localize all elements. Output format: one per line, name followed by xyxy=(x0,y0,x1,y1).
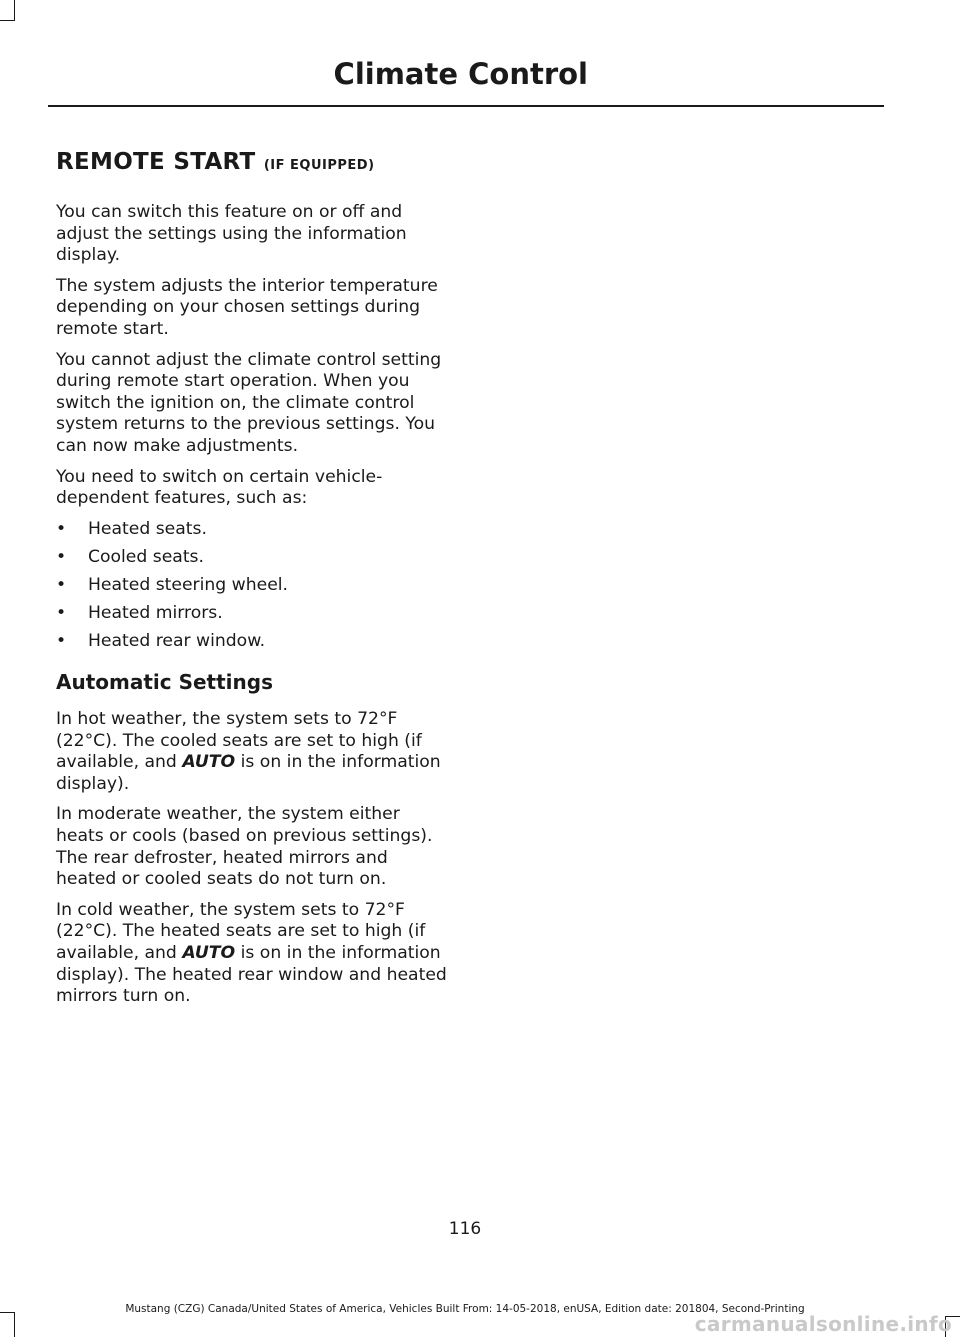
list-item-text: Heated mirrors. xyxy=(88,603,223,624)
edition-footer: Mustang (CZG) Canada/United States of America, Vehicles Built From: 14-05-2018, enUSA, Edition date: 201804, Second-Printing xyxy=(125,1303,805,1315)
cold-weather-text-end: is on in the information display). The heated rear window and heated mirrors turn on. xyxy=(56,943,447,1007)
paragraph-vehicle-features-intro: You need to switch on certain vehicle-dependent features, such as: xyxy=(56,466,383,509)
page-header-title: Climate Control xyxy=(333,57,588,91)
crop-mark-bottom-left-vertical xyxy=(14,1312,15,1337)
cold-weather-text-start: In cold weather, the system sets to 72°F (22°C). The heated seats are set to high (if available, and xyxy=(56,899,426,963)
section-heading-text: REMOTE START xyxy=(56,149,256,175)
page-number: 116 xyxy=(448,1219,482,1239)
crop-mark-top-left-vertical xyxy=(14,0,15,20)
site-watermark: carmanualsonline.info xyxy=(694,1312,952,1336)
subsection-heading: Automatic Settings xyxy=(56,670,273,695)
paragraph-interior-temperature: The system adjusts the interior temperature depending on your chosen settings during remote start. xyxy=(56,275,438,339)
bullet-glyph: • xyxy=(56,603,67,624)
list-item-text: Heated seats. xyxy=(88,518,207,539)
section-heading-qualifier: (IF EQUIPPED) xyxy=(263,158,375,173)
paragraph-settings-info: You can switch this feature on or off and adjust the settings using the information display. xyxy=(56,202,407,266)
paragraph-hot-weather xyxy=(56,709,451,795)
auto-keyword: AUTO xyxy=(182,943,236,963)
feature-list xyxy=(56,519,451,653)
crop-mark-top-left-horizontal xyxy=(0,20,15,21)
paragraph-cold-weather xyxy=(56,900,451,1008)
list-item xyxy=(56,631,451,653)
paragraph-moderate-weather: In moderate weather, the system either heats or cools (based on previous settings). The rear defroster, heated mirrors and heated or cooled seats do not turn on. xyxy=(56,804,433,890)
list-item xyxy=(56,519,451,541)
paragraph-adjust-restriction: You cannot adjust the climate control setting during remote start operation. When you switch the ignition on, the climate control system returns to the previous settings. You can now make adjustments. xyxy=(56,349,442,456)
section-heading xyxy=(56,148,451,180)
bullet-glyph: • xyxy=(56,546,67,567)
list-item-text: Cooled seats. xyxy=(88,546,204,567)
auto-keyword: AUTO xyxy=(182,752,236,773)
header-divider xyxy=(48,105,884,107)
list-item-text: Heated steering wheel. xyxy=(88,575,289,596)
bullet-glyph: • xyxy=(56,631,67,652)
hot-weather-text-start: In hot weather, the system sets to 72°F (22°C). The cooled seats are set to high (if available, and xyxy=(56,709,422,773)
bullet-glyph: • xyxy=(56,575,67,596)
list-item-text: Heated rear window. xyxy=(88,631,266,652)
bullet-glyph: • xyxy=(56,518,67,539)
list-item xyxy=(56,575,451,597)
content-column xyxy=(56,148,451,1017)
list-item xyxy=(56,547,451,569)
list-item xyxy=(56,603,451,625)
hot-weather-text-end: is on in the information display). xyxy=(56,752,441,794)
